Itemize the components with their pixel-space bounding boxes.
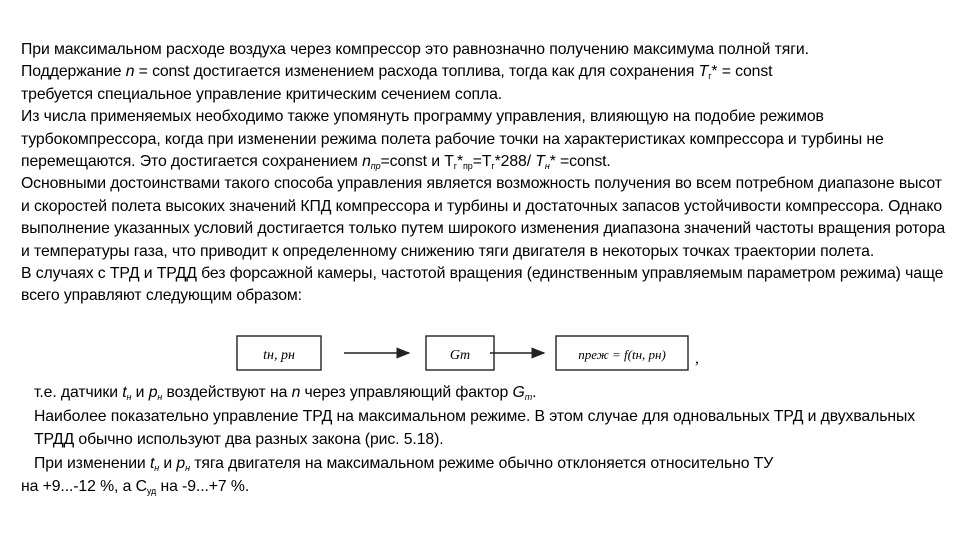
symbol-t: t [149,454,155,472]
paragraph-control-method [21,263,946,308]
text-span: и [131,384,149,401]
upper-text-block [21,39,946,308]
text-span: Поддержание [21,63,126,81]
paragraph-percent-range [21,475,941,499]
symbol-n: n [362,153,371,171]
text-span: * [456,153,464,171]
subscript: н [544,161,550,172]
paragraph-thrust-deviation [21,452,941,476]
subscript: пр [370,161,381,172]
formula-comma: , [695,350,699,367]
text-span: Основными достоинствами такого способа управления является возможность получения во всем потребном диапазоне высот и скоростей полета высоких значений КПД компрессора и турбины и достаточных запасов устойчивости компрессора. Однако выполнение указанных условий достигается только путем широкого изменения диапазона значений частоты вращения ротора и температуры газа, что приводит к определенному снижению тяги двигателя в некоторых точках траектории полета. [21,175,946,260]
paragraph-nozzle-control [21,84,946,106]
lower-text-block [21,381,941,499]
paragraph-max-airflow [21,39,946,61]
text-span: *288/ [494,153,536,171]
speed-law-box-label: nреж = f(tн, pн) [578,347,666,362]
symbol-n: n [291,384,301,401]
text-span: через управляющий фактор [300,384,513,401]
fuel-flow-box-label: Gт [449,348,471,363]
subscript: пр [463,161,473,172]
text-span: В случаях с ТРД и ТРДД без форсажной камеры, частотой вращения (единственным управляемым параметром режима) чаще всего управляют следующим образом: [21,265,944,305]
subscript: т [524,392,533,402]
text-span: = const достигается изменением расхода топлива, тогда как для сохранения [134,63,699,81]
paragraph-advantages [21,173,946,263]
text-span: т.е. датчики [34,384,123,401]
text-span: * = const [711,63,773,81]
paragraph-maintain-n [21,61,946,83]
subscript: уд [146,486,157,497]
control-scheme-formula [236,335,706,377]
subscript: н [185,462,190,473]
subscript: н [154,462,160,473]
text-span: воздействуют на [162,384,292,401]
symbol-T: T [535,153,545,171]
text-span: тяга двигателя на максимальном режиме обычно отклоняется относительно ТУ [189,454,774,472]
text-span: требуется специальное управление критическим сечением сопла. [21,85,503,103]
text-span: При изменении [34,454,150,472]
symbol-T: T [698,63,709,81]
text-span: на -9...+7 %. [156,478,250,496]
subscript: г [491,161,495,172]
text-span: При максимальном расходе воздуха через компрессор это равнозначно получению максимума полной тяги. [21,41,809,58]
text-span: Из числа применяемых необходимо также упомянуть программу управления, влияющую на подобие режимов турбокомпрессора, когда при изменении режима полета рабочие точки на характеристиках компрессора и турбины не перемещаются. Это достигается сохранением [21,108,884,171]
symbol-n: n [125,63,135,81]
paragraph-sensors [21,381,941,405]
subscript: н [157,392,163,402]
symbol-t: t [122,384,127,401]
subscript: г [708,71,712,82]
paragraph-max-mode [21,405,941,452]
text-span: и [159,454,177,472]
symbol-p: p [148,384,158,401]
symbol-G: G [512,384,525,401]
subscript: г [453,161,457,172]
sensor-box-label: tн, pн [263,348,295,363]
text-span: * =const. [549,153,611,171]
text-span: Наиболее показательно управление ТРД на максимальном режиме. В этом случае для одновальных ТРД и двухвальных ТРДД обычно используют два разных закона (рис. 5.18). [34,407,916,449]
text-span: . [532,384,537,401]
text-span: =const и T [380,153,454,171]
text-span: на +9...-12 %, а С [21,478,147,496]
paragraph-similarity-program [21,106,946,173]
subscript: н [126,392,132,402]
symbol-p: p [176,454,186,472]
text-span: =T [472,153,492,171]
